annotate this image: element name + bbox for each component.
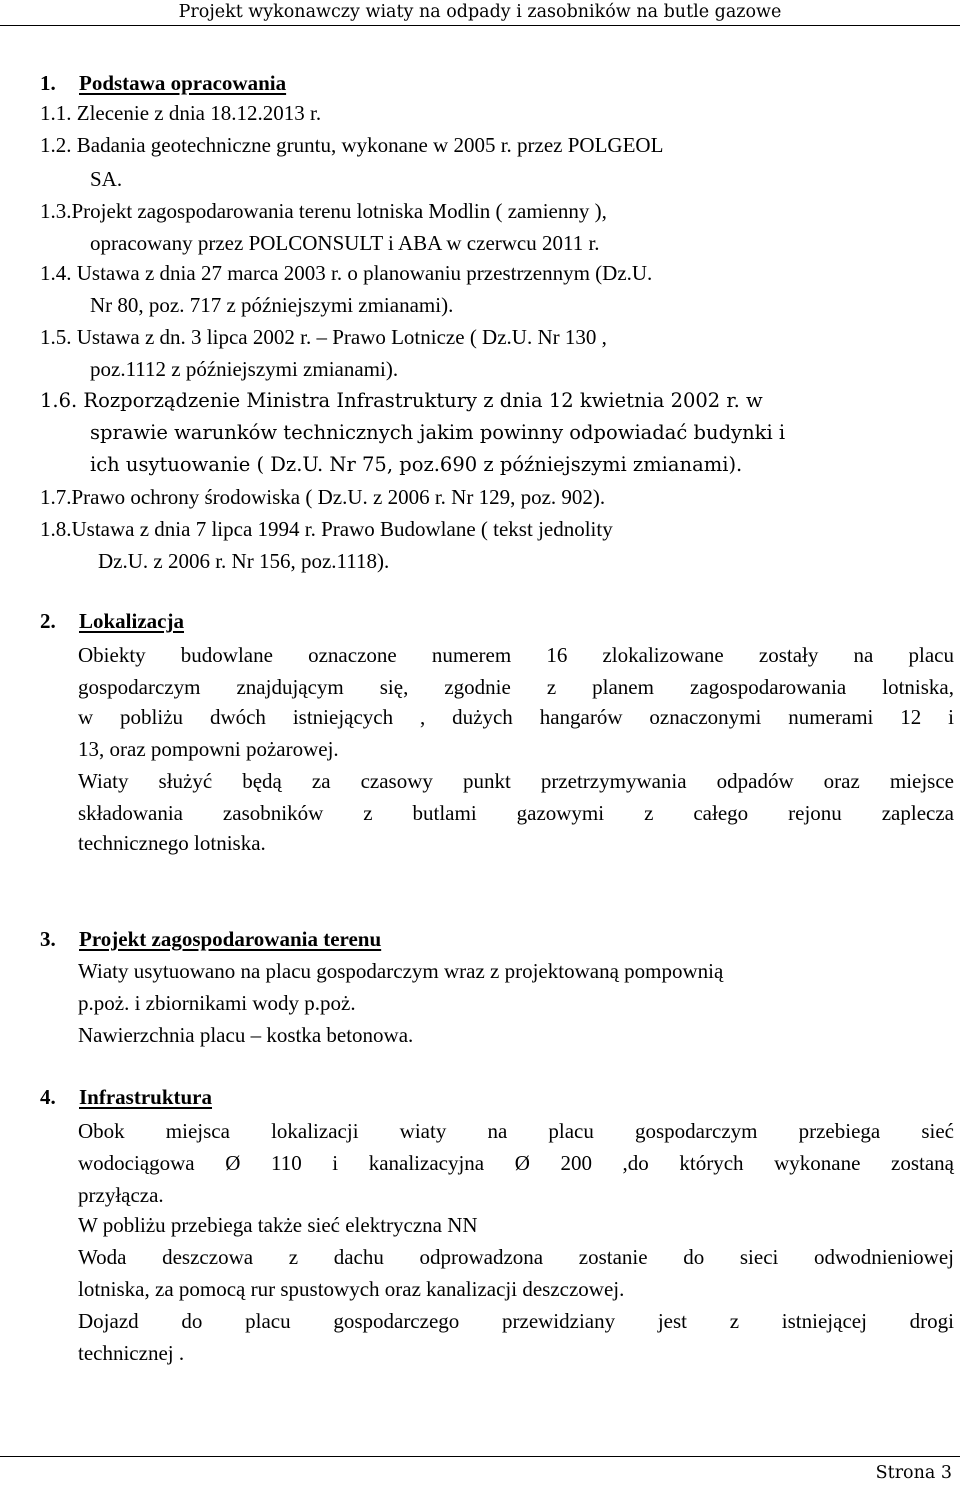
list-item: 1.2. Badania geotechniczne gruntu, wykonane w 2005 r. przez POLGEOL (40, 133, 664, 157)
list-item: 1.1. Zlecenie z dnia 18.12.2013 r. (40, 101, 322, 125)
section-2-number: 2. (40, 609, 56, 633)
paragraph-line: Obiekty budowlane oznaczone numerem 16 zlokalizowane zostały na placu (78, 643, 954, 667)
list-item: sprawie warunków technicznych jakim powinny odpowiadać budynki i (90, 421, 786, 444)
paragraph-line: Wiaty służyć będą za czasowy punkt przetrzymywania odpadów oraz miejsce (78, 769, 954, 793)
paragraph-line: p.poż. i zbiornikami wody p.poż. (78, 991, 356, 1015)
list-item: Nr 80, poz. 717 z późniejszymi zmianami). (90, 293, 454, 317)
list-item: 1.5. Ustawa z dn. 3 lipca 2002 r. – Prawo Lotnicze ( Dz.U. Nr 130 , (40, 325, 607, 349)
paragraph-line: Nawierzchnia placu – kostka betonowa. (78, 1023, 414, 1047)
list-item: 1.3.Projekt zagospodarowania terenu lotniska Modlin ( zamienny ), (40, 199, 607, 223)
list-item: SA. (90, 167, 123, 191)
section-2-title: Lokalizacja (79, 609, 184, 633)
paragraph-line: gospodarczym znajdującym się, zgodnie z planem zagospodarowania lotniska, (78, 675, 954, 699)
list-item: opracowany przez POLCONSULT i ABA w czerwcu 2011 r. (90, 231, 600, 255)
section-4-number: 4. (40, 1085, 56, 1109)
list-item: 1.7.Prawo ochrony środowiska ( Dz.U. z 2006 r. Nr 129, poz. 902). (40, 485, 606, 509)
paragraph-line: technicznej . (78, 1341, 185, 1365)
header-divider (0, 25, 960, 26)
footer-divider (0, 1456, 960, 1457)
list-item: 1.6. Rozporządzenie Ministra Infrastruktury z dnia 12 kwietnia 2002 r. w (40, 389, 763, 412)
paragraph-line: W pobliżu przebiega także sieć elektryczna NN (78, 1213, 478, 1237)
paragraph-line: Woda deszczowa z dachu odprowadzona zostanie do sieci odwodnieniowej (78, 1245, 954, 1269)
page-number: Strona 3 (875, 1463, 952, 1483)
page-header (0, 0, 960, 24)
list-item: 1.4. Ustawa z dnia 27 marca 2003 r. o planowaniu przestrzennym (Dz.U. (40, 261, 653, 285)
list-item: Dz.U. z 2006 r. Nr 156, poz.1118). (98, 549, 390, 573)
paragraph-line: składowania zasobników z butlami gazowymi z całego rejonu zaplecza (78, 801, 954, 825)
paragraph-line: Dojazd do placu gospodarczego przewidziany jest z istniejącej drogi (78, 1309, 954, 1333)
paragraph-line: technicznego lotniska. (78, 831, 266, 855)
section-1-title: Podstawa opracowania (79, 71, 287, 95)
paragraph-line: przyłącza. (78, 1183, 164, 1207)
list-item: 1.8.Ustawa z dnia 7 lipca 1994 r. Prawo Budowlane ( tekst jednolity (40, 517, 613, 541)
paragraph-line: Obok miejsca lokalizacji wiaty na placu gospodarczym przebiega sieć (78, 1119, 954, 1143)
list-item: ich usytuowanie ( Dz.U. Nr 75, poz.690 z późniejszymi zmianami). (90, 453, 743, 476)
page-footer (0, 1456, 960, 1488)
section-3-title: Projekt zagospodarowania terenu (79, 927, 382, 951)
paragraph-line: wodociągowa Ø 110 i kanalizacyjna Ø 200 ,do których wykonane zostaną (78, 1151, 954, 1175)
section-4-title: Infrastruktura (79, 1085, 213, 1109)
section-1-number: 1. (40, 71, 56, 95)
document-title: Projekt wykonawczy wiaty na odpady i zasobników na butle gazowe (178, 2, 782, 22)
paragraph-line: 13, oraz pompowni pożarowej. (78, 737, 339, 761)
paragraph-line: lotniska, za pomocą rur spustowych oraz kanalizacji deszczowej. (78, 1277, 625, 1301)
paragraph-line: Wiaty usytuowano na placu gospodarczym wraz z projektowaną pompownią (78, 959, 724, 983)
list-item: poz.1112 z późniejszymi zmianami). (90, 357, 399, 381)
section-3-number: 3. (40, 927, 56, 951)
paragraph-line: w pobliżu dwóch istniejących , dużych hangarów oznaczonymi numerami 12 i (78, 705, 954, 729)
